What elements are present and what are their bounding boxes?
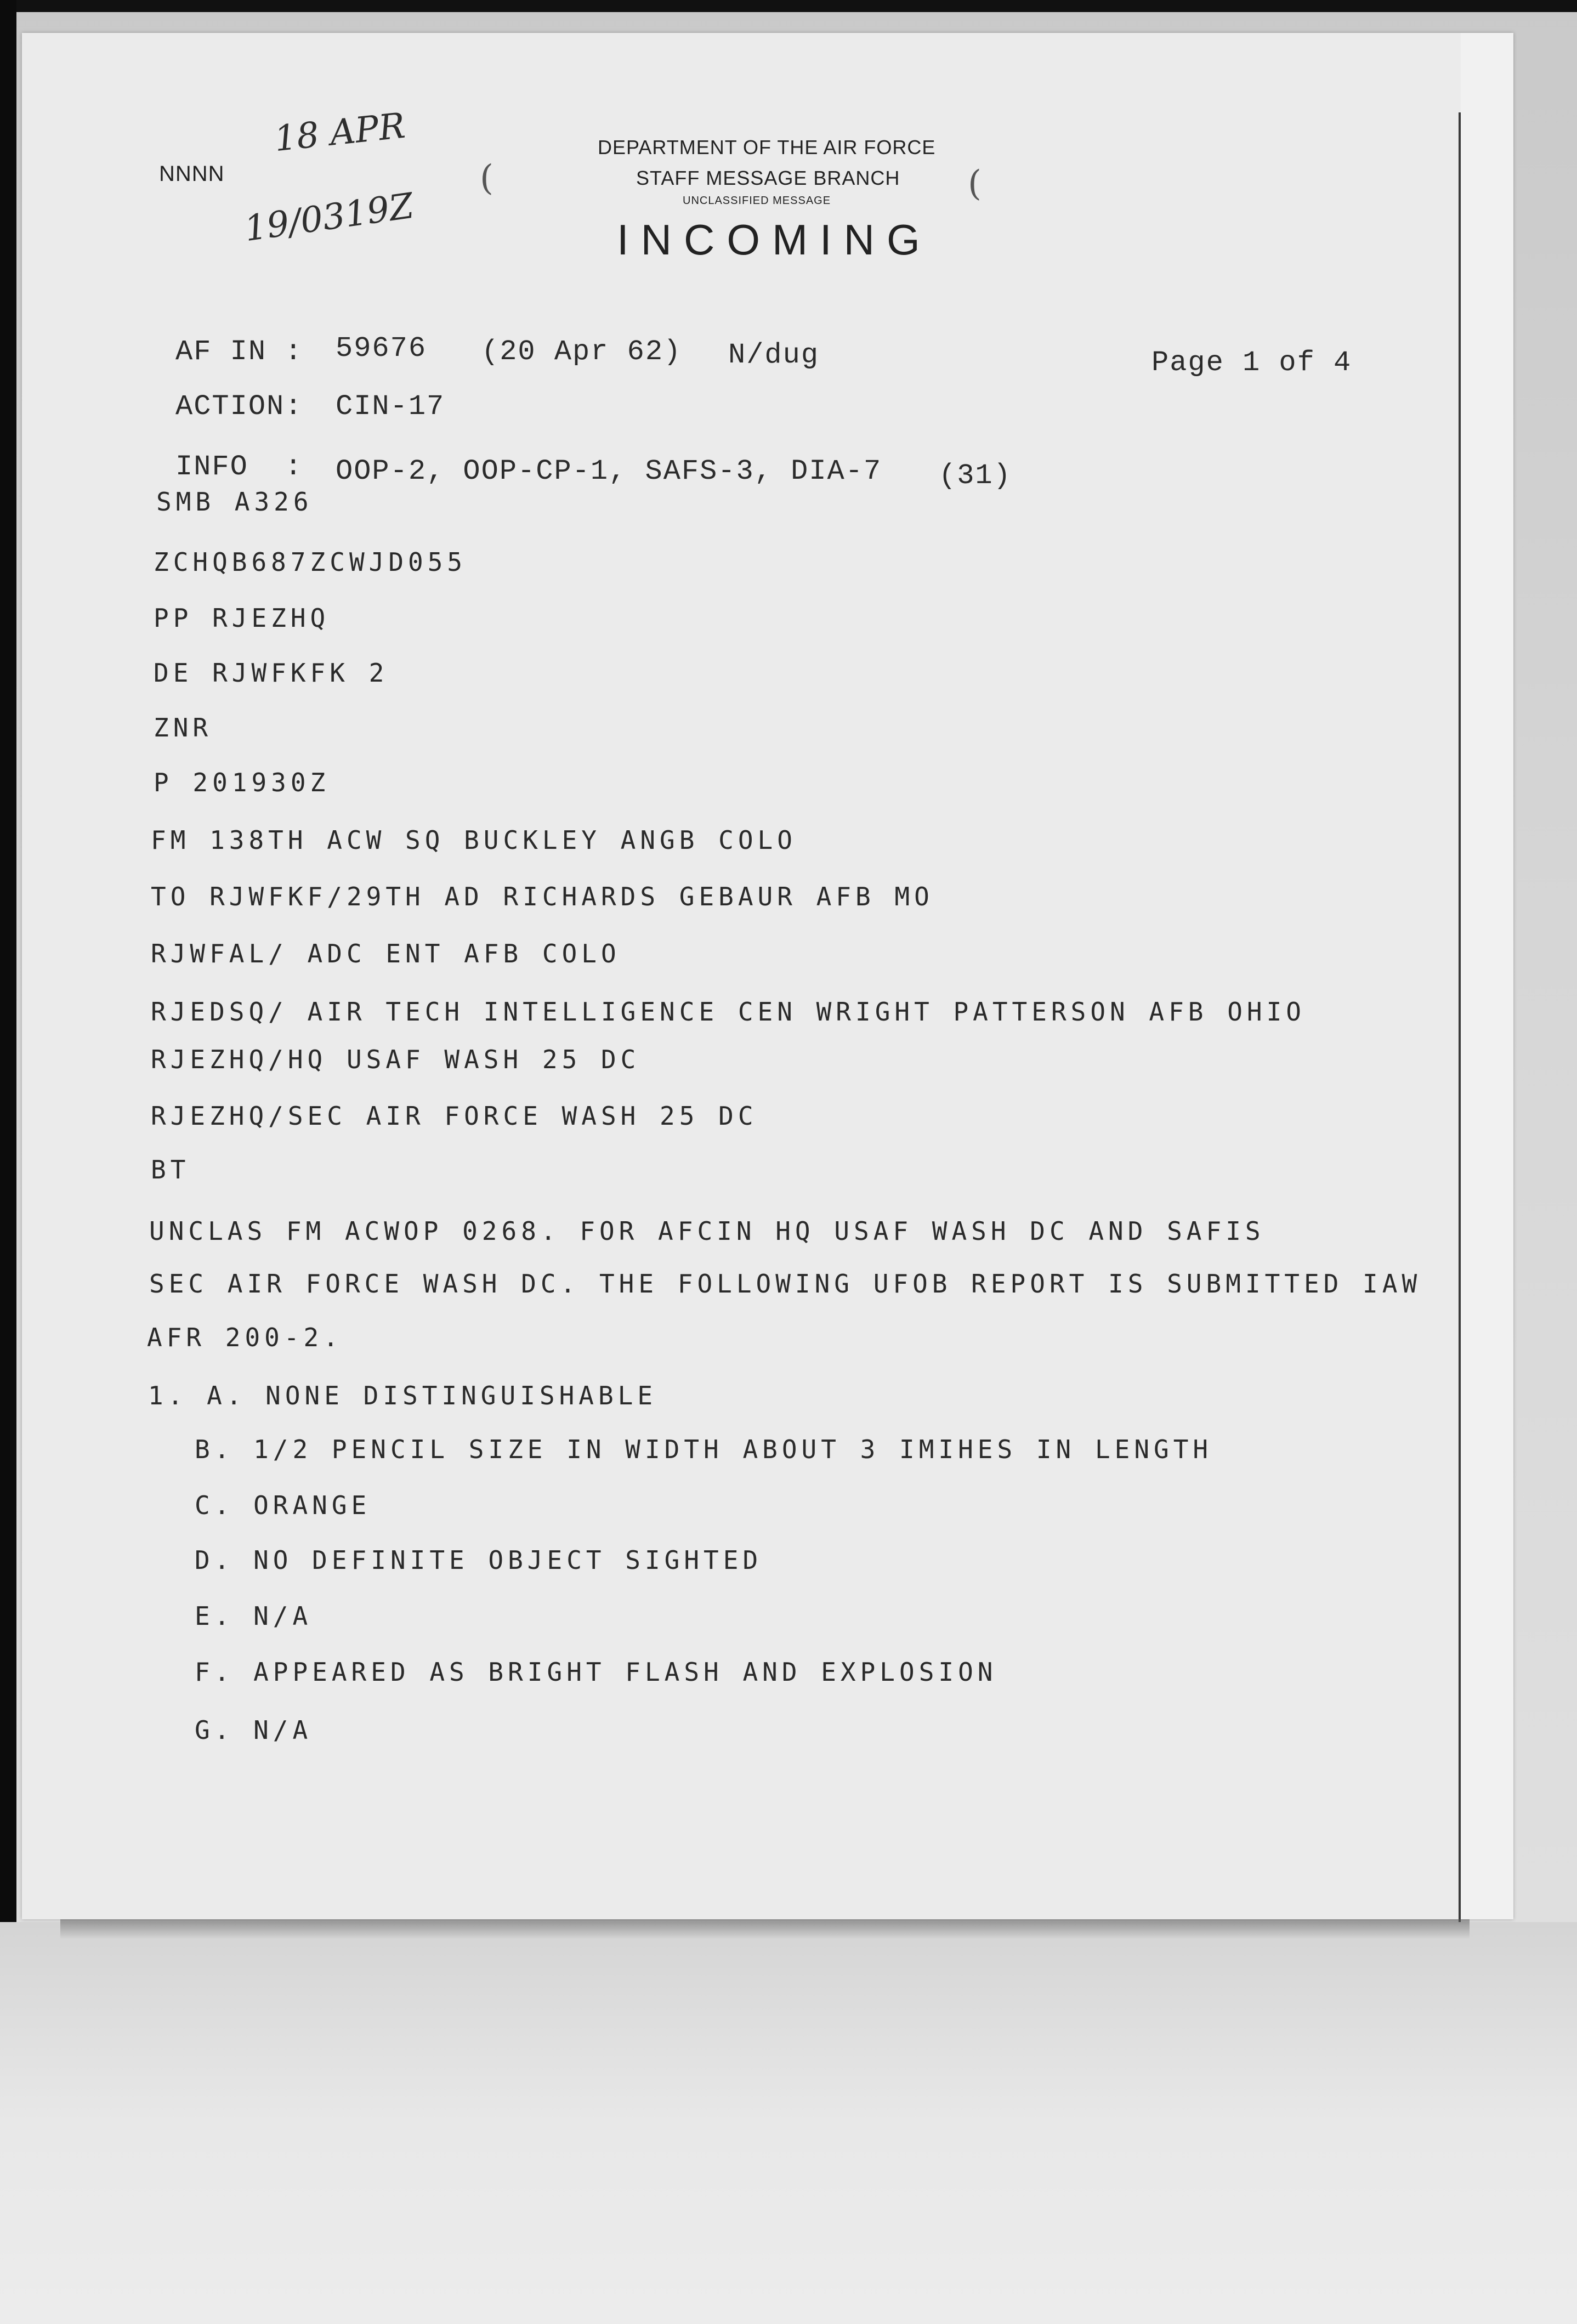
addressee-line-4: RJEZHQ/SEC AIR FORCE WASH 25 DC <box>151 1101 758 1131</box>
from-line: FM 138TH ACW SQ BUCKLEY ANGB COLO <box>151 825 797 855</box>
info-label: INFO : <box>175 451 303 483</box>
branch-heading: STAFF MESSAGE BRANCH <box>636 167 900 189</box>
af-in-date: (20 Apr 62) <box>481 336 682 368</box>
info-count: (31) <box>939 460 1012 492</box>
sheet-bottom-shadow <box>60 1919 1470 1939</box>
pp-line: PP RJEZHQ <box>154 603 330 633</box>
addressee-line-3: RJEZHQ/HQ USAF WASH 25 DC <box>151 1045 640 1074</box>
znr-line: ZNR <box>154 713 213 742</box>
zch-line: ZCHQB687ZCWJD055 <box>154 547 467 577</box>
body-line-3: AFR 200-2. <box>147 1323 343 1352</box>
to-line: TO RJWFKF/29TH AD RICHARDS GEBAUR AFB MO <box>151 882 934 911</box>
bracket-mark-left: ( <box>480 158 493 199</box>
report-item-1e: E. N/A <box>195 1601 313 1631</box>
de-line: DE RJWFKFK 2 <box>154 658 389 688</box>
handwritten-time: 19/0319Z <box>242 185 416 250</box>
af-in-number: 59676 <box>336 332 427 365</box>
sheet-right-rule <box>1459 112 1461 1922</box>
body-line-1: UNCLAS FM ACWOP 0268. FOR AFCIN HQ USAF WASH DC AND SAFIS <box>149 1216 1265 1246</box>
report-item-1f: F. APPEARED AS BRIGHT FLASH AND EXPLOSION <box>195 1657 997 1687</box>
addressee-line-2: RJEDSQ/ AIR TECH INTELLIGENCE CEN WRIGHT PATTERSON AFB OHIO <box>151 997 1306 1027</box>
classification-label: UNCLASSIFIED MESSAGE <box>683 195 831 207</box>
handwritten-date: 18 APR <box>272 105 407 160</box>
department-heading: DEPARTMENT OF THE AIR FORCE <box>598 136 936 158</box>
precedence-line: P 201930Z <box>154 768 330 797</box>
report-item-1a: 1. A. NONE DISTINGUISHABLE <box>148 1381 657 1410</box>
bracket-mark-right: ( <box>968 163 982 204</box>
nnnn-mark: NNNN <box>159 162 225 186</box>
report-item-1c: C. ORANGE <box>195 1490 371 1520</box>
sheet-right-margin <box>1461 33 1513 1919</box>
report-item-1d: D. NO DEFINITE OBJECT SIGHTED <box>195 1545 763 1575</box>
report-item-1b: B. 1/2 PENCIL SIZE IN WIDTH ABOUT 3 IMIHES IN LENGTH <box>195 1435 1213 1464</box>
af-in-label: AF IN : <box>175 336 303 368</box>
action-label: ACTION: <box>175 390 303 423</box>
info-value: OOP-2, OOP-CP-1, SAFS-3, DIA-7 <box>336 455 882 488</box>
report-item-1g: G. N/A <box>195 1715 313 1745</box>
action-value: CIN-17 <box>336 390 445 423</box>
incoming-title: INCOMING <box>617 216 932 264</box>
message-sheet <box>22 33 1513 1919</box>
body-line-2: SEC AIR FORCE WASH DC. THE FOLLOWING UFOB REPORT IS SUBMITTED IAW <box>149 1269 1422 1299</box>
film-edge-top <box>0 0 1577 12</box>
break-line: BT <box>151 1155 190 1184</box>
film-bottom-area <box>0 1922 1577 2324</box>
af-in-initials: N/dug <box>728 339 820 371</box>
page-indicator: Page 1 of 4 <box>1151 347 1352 379</box>
addressee-line-1: RJWFAL/ ADC ENT AFB COLO <box>151 939 621 968</box>
smb-line: SMB A326 <box>156 487 313 517</box>
